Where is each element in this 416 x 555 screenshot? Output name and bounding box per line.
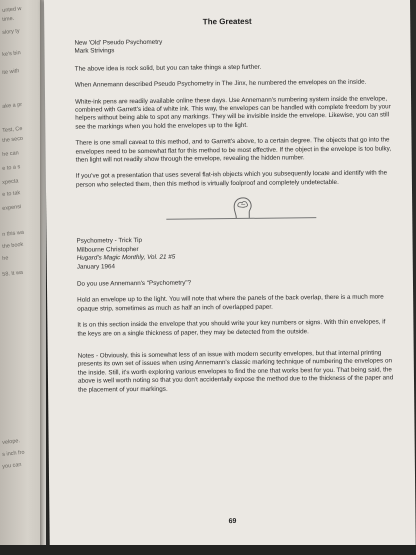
paragraph: If you've got a presentation that uses several flat-ish objects which you subsequently locate and identify with the person who selected them, then this method is virtually foolproof and completely undetectable.: [75, 169, 388, 189]
under-page-text: he: [2, 255, 9, 262]
under-page-text: the seco: [2, 135, 24, 144]
under-page-text: e to a s: [2, 164, 21, 172]
under-page-text: slory ty: [2, 28, 20, 36]
page-content: [74, 36, 396, 402]
page-title: The Greatest: [202, 16, 252, 27]
paragraph: Hold an envelope up to the light. You will note that where the panels of the back overlap, there is a much more opaque strip, sometimes as much as half an inch of overlapped paper.: [77, 293, 384, 313]
under-page-text: Test, Ce: [2, 125, 23, 134]
under-page-text: the book: [2, 241, 24, 250]
under-page-text: you can: [2, 461, 22, 470]
under-page-text: ke's bin: [2, 50, 22, 58]
paragraph: White-ink pens are readily available online these days. Use Annemann's numbering system inside the envelope, combined with Garrett's idea of white ink. This way, the envelopes can be handled with complete freedom by your helpers without being able to spot any markings. They will be invisible inside the envelope. Likewise, you can still see the markings when you hold the envelopes up to the light.: [75, 95, 391, 131]
book-page: [44, 0, 416, 555]
under-page-text: xpecta: [2, 178, 19, 186]
background-bottom: [0, 545, 416, 555]
brain-head-icon: [231, 196, 253, 220]
section-title: New 'Old' Pseudo Psychometry: [74, 38, 163, 47]
section-author: Milbourne Christopher: [76, 245, 139, 254]
section-source: Hugard's Magic Monthly, Vol. 21 #5: [76, 253, 176, 262]
section-divider: [76, 195, 394, 228]
under-page-text: velope.: [2, 438, 21, 446]
section-author: Mark Strivings: [74, 47, 115, 56]
under-page-text: time.: [2, 15, 15, 23]
paragraph: When Annemann described Pseudo Psychometry in The Jinx, he numbered the envelopes on the inside.: [74, 78, 367, 89]
under-page-text: expensi: [2, 204, 22, 212]
section-date: January 1964: [76, 262, 116, 271]
under-page-text: e to tak: [2, 190, 21, 198]
under-page-text: s inch fro: [2, 449, 25, 458]
under-page-text: n this wa: [2, 229, 25, 238]
paragraph: Do you use Annemann's "Psychometry"?: [76, 279, 192, 288]
section-header: [74, 36, 392, 56]
paragraph: It is on this section inside the envelope that you should write your key numbers or signs. With thin envelopes, if the keys are on a single thickness of paper, they may be detected from the outside.: [77, 318, 386, 338]
under-page-text: unted w: [2, 5, 22, 14]
paragraph: There is one small caveat to this method, and to Garrett's above, to a certain degree. The objects that go into the envelopes need to be somewhat flat for this method to be most effective. If the object in the envelope is too bulky, then light will not readily show through the envelope, revealing the hidden number.: [75, 136, 392, 164]
under-page-text: ake a pr: [2, 101, 23, 110]
under-page-text: 58. It wa: [2, 269, 24, 278]
paragraph: The above idea is rock solid, but you can take things a step further.: [74, 63, 262, 73]
section-title: Psychometry - Trick Tip: [76, 237, 143, 245]
paragraph: Notes - Obviously, this is somewhat less of an issue with modern security envelopes, but that internal printing presents its own set of issues when using Annemann's classic marking technique of numbering the envelopes on the inside. Still, it's worth exploring various envelopes to find the one that works best for you. That being said, the above is well worth noting so that you don't accidentally expose the method due to the thickness of the paper and the placement of your markings.: [77, 349, 394, 394]
under-page-text: ite with: [2, 68, 20, 76]
page-number: 69: [228, 518, 237, 526]
under-page-text: he can: [2, 150, 20, 158]
section-header: [76, 235, 394, 272]
